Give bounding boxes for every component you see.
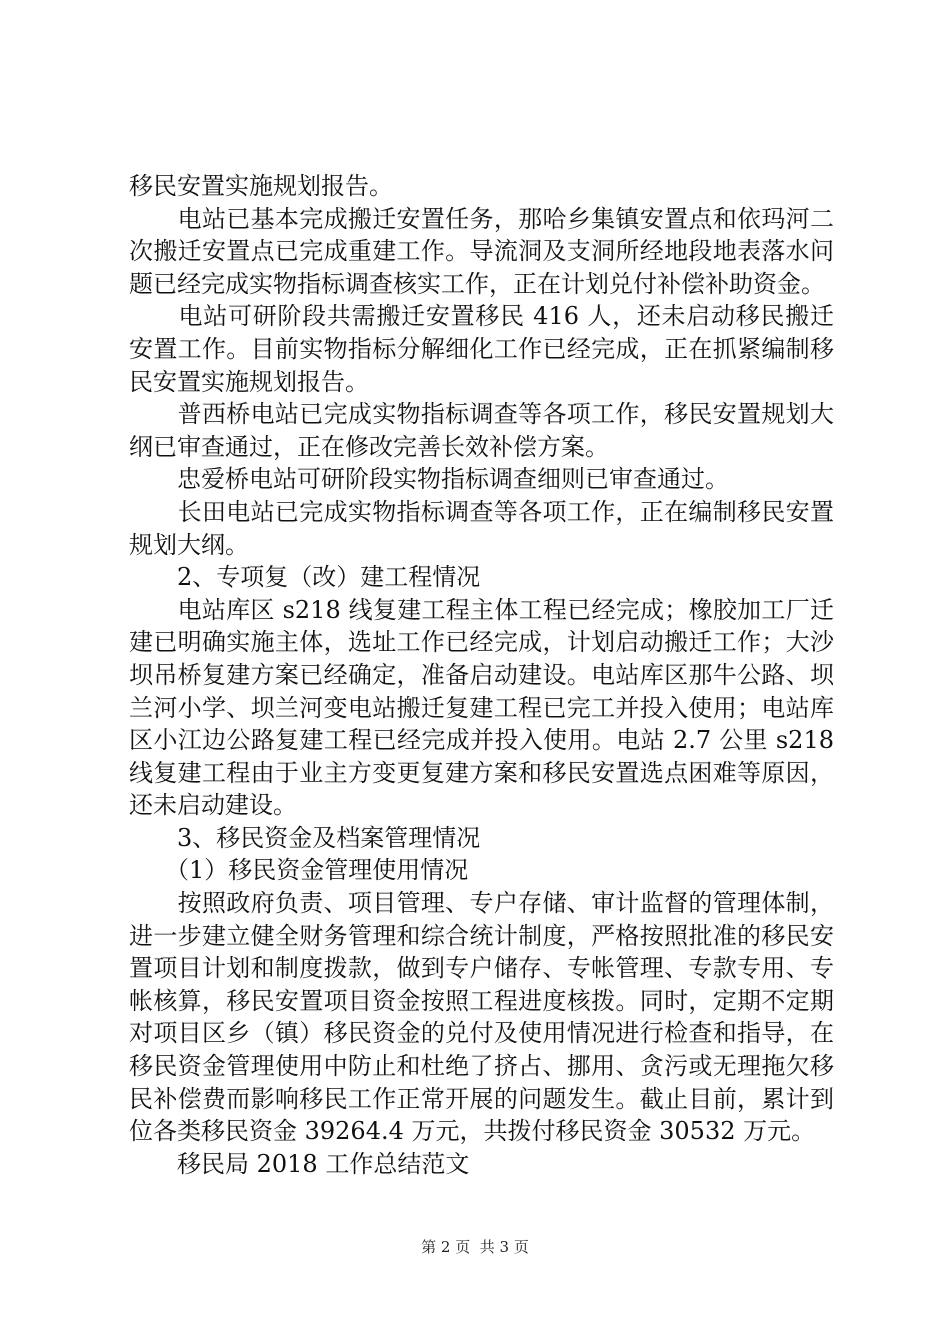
paragraph: 电站库区 s218 线复建工程主体工程已经完成；橡胶加工厂迁建已明确实施主体，选址工作已经完成，计划启动搬迁工作；大沙坝吊桥复建方案已经确定，准备启动建设。电站库区那牛公路、坝兰河小学、坝兰河变电站搬迁复建工程已完工并投入使用；电站库区小江边公路复建工程已经完成并投入使用。电站 2.7 公里 s218 线复建工程由于业主方变更复建方案和移民安置选点困难等原因，还未启动建设。 xyxy=(129,595,842,820)
paragraph: 移民安置实施规划报告。 xyxy=(129,172,393,200)
section-heading: 2、专项复（改）建工程情况 xyxy=(129,563,481,592)
paragraph: 长田电站已完成实物指标调查等各项工作，正在编制移民安置规划大纲。 xyxy=(129,497,834,559)
page-number-footer: 第 2 页 共 3 页 xyxy=(421,1238,529,1256)
section-heading: 3、移民资金及档案管理情况 xyxy=(129,823,481,852)
paragraph: 忠爱桥电站可研阶段实物指标调查细则已审查通过。 xyxy=(129,465,729,494)
paragraph: 普西桥电站已完成实物指标调查等各项工作，移民安置规划大纲已审查通过，正在修改完善长效补偿方案。 xyxy=(129,400,834,461)
document-body xyxy=(129,170,842,1180)
paragraph: 电站可研阶段共需搬迁安置移民 416 人，还未启动移民搬迁安置工作。目前实物指标分解细化工作已经完成，正在抓紧编制移民安置实施规划报告。 xyxy=(129,302,834,396)
subsection-heading: （1）移民资金管理使用情况 xyxy=(129,856,469,885)
paragraph: 电站已基本完成搬迁安置任务，那哈乡集镇安置点和依玛河二次搬迁安置点已完成重建工作。导流洞及支洞所经地段地表落水问题已经完成实物指标调查核实工作，正在计划兑付补偿补助资金。 xyxy=(129,204,834,298)
paragraph: 移民局 2018 工作总结范文 xyxy=(129,1149,470,1178)
paragraph: 按照政府负责、项目管理、专户存储、审计监督的管理体制，进一步建立健全财务管理和综合统计制度，严格按照批准的移民安置项目计划和制度拨款，做到专户储存、专帐管理、专款专用、专帐核算，移民安置项目资金按照工程进度核拨。同时，定期不定期对项目区乡（镇）移民资金的兑付及使用情况进行检查和指导，在移民资金管理使用中防止和杜绝了挤占、挪用、贪污或无理拖欠移民补偿费而影响移民工作正常开展的问题发生。截止目前，累计到位各类移民资金 39264.4 万元，共拨付移民资金 30532 万元。 xyxy=(129,889,834,1146)
